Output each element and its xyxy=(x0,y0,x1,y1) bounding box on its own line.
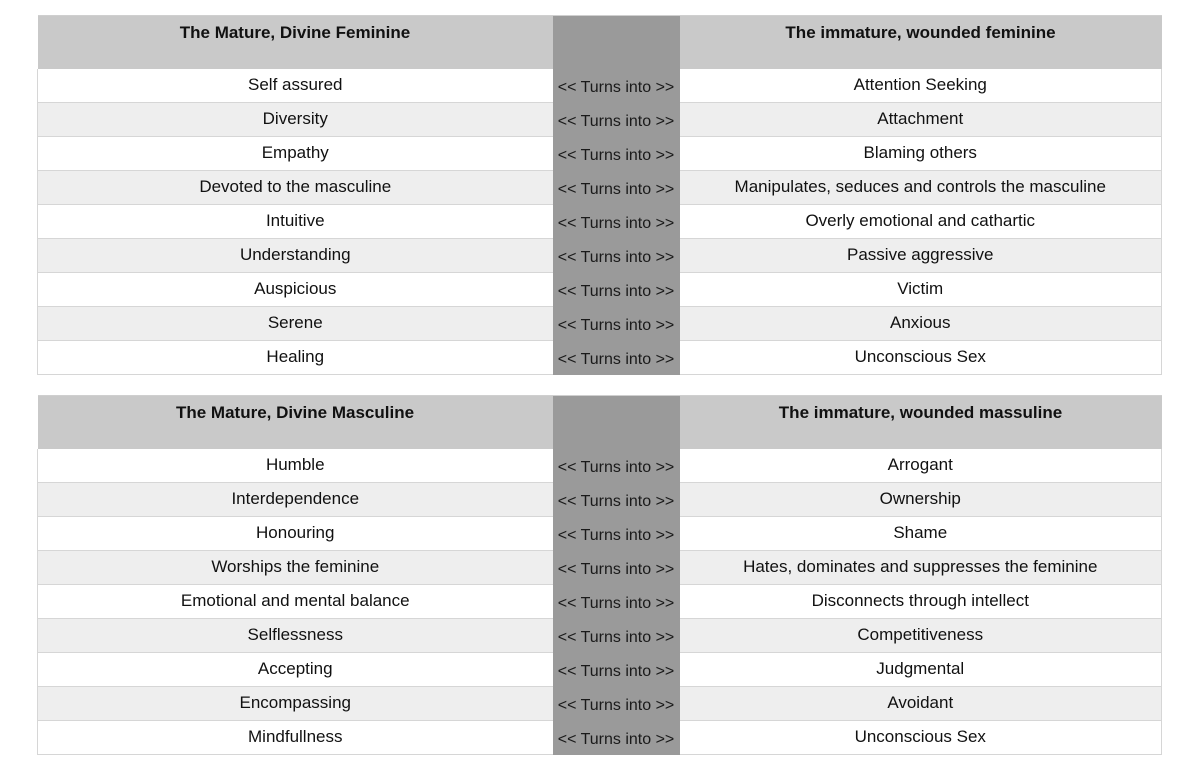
wounded-trait-cell: Shame xyxy=(680,517,1162,551)
wounded-trait-cell: Overly emotional and cathartic xyxy=(680,205,1162,239)
table-row xyxy=(38,69,1162,103)
turns-into-cell: << Turns into >> xyxy=(553,307,680,341)
table-row xyxy=(38,551,1162,585)
mature-trait-cell: Honouring xyxy=(38,517,553,551)
header-transition-column xyxy=(553,396,680,450)
wounded-trait-cell: Blaming others xyxy=(680,137,1162,171)
wounded-trait-cell: Passive aggressive xyxy=(680,239,1162,273)
wounded-trait-cell: Judgmental xyxy=(680,653,1162,687)
turns-into-cell: << Turns into >> xyxy=(553,551,680,585)
header-label: The Mature, Divine Masculine xyxy=(175,403,415,422)
table-row xyxy=(38,239,1162,273)
mature-trait-cell: Worships the feminine xyxy=(38,551,553,585)
wounded-trait-cell: Disconnects through intellect xyxy=(680,585,1162,619)
header-label: The immature, wounded massuline xyxy=(778,403,1063,422)
turns-into-cell: << Turns into >> xyxy=(553,653,680,687)
table-row xyxy=(38,341,1162,375)
turns-into-cell: << Turns into >> xyxy=(553,137,680,171)
wounded-trait-cell: Ownership xyxy=(680,483,1162,517)
table-row xyxy=(38,619,1162,653)
header-mature-column xyxy=(38,16,553,70)
turns-into-cell: << Turns into >> xyxy=(553,205,680,239)
table-row xyxy=(38,103,1162,137)
table-header-row xyxy=(38,396,1162,450)
turns-into-cell: << Turns into >> xyxy=(553,687,680,721)
feminine-comparison-table xyxy=(37,15,1162,375)
mature-trait-cell: Humble xyxy=(38,449,553,483)
mature-trait-cell: Serene xyxy=(38,307,553,341)
wounded-trait-cell: Competitiveness xyxy=(680,619,1162,653)
turns-into-cell: << Turns into >> xyxy=(553,721,680,755)
mature-trait-cell: Emotional and mental balance xyxy=(38,585,553,619)
mature-trait-cell: Empathy xyxy=(38,137,553,171)
mature-trait-cell: Mindfullness xyxy=(38,721,553,755)
table-row xyxy=(38,585,1162,619)
mature-trait-cell: Understanding xyxy=(38,239,553,273)
mature-trait-cell: Self assured xyxy=(38,69,553,103)
table-row xyxy=(38,483,1162,517)
table-row xyxy=(38,171,1162,205)
mature-trait-cell: Encompassing xyxy=(38,687,553,721)
wounded-trait-cell: Manipulates, seduces and controls the masculine xyxy=(680,171,1162,205)
turns-into-cell: << Turns into >> xyxy=(553,483,680,517)
wounded-trait-cell: Anxious xyxy=(680,307,1162,341)
turns-into-cell: << Turns into >> xyxy=(553,449,680,483)
wounded-trait-cell: Unconscious Sex xyxy=(680,721,1162,755)
turns-into-cell: << Turns into >> xyxy=(553,341,680,375)
wounded-trait-cell: Attention Seeking xyxy=(680,69,1162,103)
table-row xyxy=(38,653,1162,687)
wounded-trait-cell: Attachment xyxy=(680,103,1162,137)
turns-into-cell: << Turns into >> xyxy=(553,273,680,307)
turns-into-cell: << Turns into >> xyxy=(553,69,680,103)
turns-into-cell: << Turns into >> xyxy=(553,171,680,205)
turns-into-cell: << Turns into >> xyxy=(553,517,680,551)
turns-into-cell: << Turns into >> xyxy=(553,239,680,273)
header-mature-column xyxy=(38,396,553,450)
mature-trait-cell: Accepting xyxy=(38,653,553,687)
wounded-trait-cell: Unconscious Sex xyxy=(680,341,1162,375)
table-row xyxy=(38,687,1162,721)
header-label: The immature, wounded feminine xyxy=(785,23,1056,42)
table-row xyxy=(38,517,1162,551)
mature-trait-cell: Healing xyxy=(38,341,553,375)
mature-trait-cell: Auspicious xyxy=(38,273,553,307)
wounded-trait-cell: Avoidant xyxy=(680,687,1162,721)
header-label: The Mature, Divine Feminine xyxy=(179,23,411,42)
table-header-row xyxy=(38,16,1162,70)
table-row xyxy=(38,721,1162,755)
table-row xyxy=(38,205,1162,239)
table-row xyxy=(38,137,1162,171)
turns-into-cell: << Turns into >> xyxy=(553,103,680,137)
wounded-trait-cell: Arrogant xyxy=(680,449,1162,483)
header-transition-column xyxy=(553,16,680,70)
table-row xyxy=(38,307,1162,341)
masculine-comparison-table xyxy=(37,395,1162,755)
mature-trait-cell: Intuitive xyxy=(38,205,553,239)
header-immature-column xyxy=(680,396,1162,450)
table-row xyxy=(38,449,1162,483)
header-immature-column xyxy=(680,16,1162,70)
mature-trait-cell: Diversity xyxy=(38,103,553,137)
table-row xyxy=(38,273,1162,307)
wounded-trait-cell: Victim xyxy=(680,273,1162,307)
mature-trait-cell: Devoted to the masculine xyxy=(38,171,553,205)
turns-into-cell: << Turns into >> xyxy=(553,619,680,653)
mature-trait-cell: Interdependence xyxy=(38,483,553,517)
mature-trait-cell: Selflessness xyxy=(38,619,553,653)
wounded-trait-cell: Hates, dominates and suppresses the feminine xyxy=(680,551,1162,585)
turns-into-cell: << Turns into >> xyxy=(553,585,680,619)
